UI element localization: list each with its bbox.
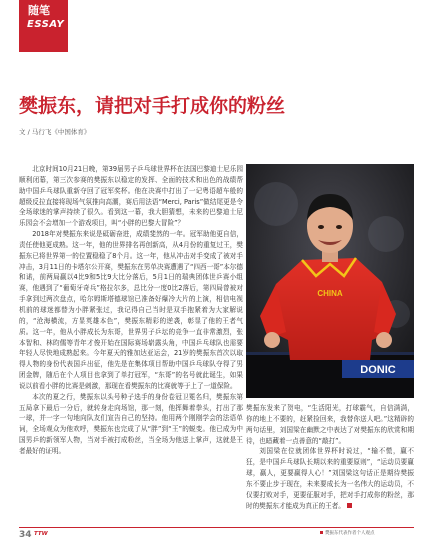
column-tag	[19, 0, 68, 52]
paragraph	[246, 446, 414, 511]
footer-divider	[19, 527, 414, 528]
article-body-left	[19, 164, 243, 457]
board-text: DONIC	[360, 364, 396, 376]
page-number: 34	[19, 530, 32, 540]
brand-logo: TTW	[34, 531, 48, 537]
article-body-right	[246, 403, 414, 511]
photo-caption	[320, 530, 375, 536]
photo-caption-text: 樊振东代表作者个人观点	[325, 531, 375, 536]
end-mark-icon	[347, 503, 352, 508]
paragraph: 北京时间10月21日晚，第39届男子乒乓球世界杯在法国巴黎迪士尼乐园顺利闭幕，第三次参赛的樊振东以稳定的发挥、全面的技术和出色的战绩帮助中国乒乓球队重新夺回了冠军奖杯。他在决赛中打出了一记粤语超车般的超级反拉直接将现场气氛推向高潮，赛后用法语“Merci, Paris”做结尾更是令全场球迷的掌声持续了很久。看到这一幕，我大胆猜想，未来的巴黎迪士尼乐园会不会增加一个游戏项目，叫“小胖的巴黎大冒险”？	[19, 165, 243, 228]
column-tag-en: ESSAY	[27, 19, 65, 30]
player-photo	[246, 164, 414, 398]
column-tag-zh: 随笔	[28, 4, 50, 17]
headline: 樊振东，请把对手打成你的粉丝	[19, 95, 286, 117]
paragraph-text: 刘国梁在位就团体世界杯时说过，“输不慌，赢不狂，是中国乒乓球队长期以来的重要原则”，“运动员要赢球，赢人，更要赢得人心！”刘国梁这句话正是期待樊振东不要止步于现在，未来要成长为一名伟大的运动员，不仅要打败对手，更要征服对手，把对手打成你的粉丝，那时的樊振东才能成为真正的王者。	[246, 447, 414, 510]
player-photo-illustration	[246, 164, 414, 398]
paragraph: 樊振东发来了贺电，“生活阳光，打球霸气，自信满满，你的地上不要的，赶紧捡回来，我替你送人吧。”这精辟的两句话里，刘国梁在幽默之中表达了对樊振东的欣赏和期待，也暗藏着一点善意的“敲打”。	[246, 404, 414, 445]
jersey-text: CHINA	[317, 289, 343, 298]
caption-bullet-icon	[320, 531, 323, 534]
paragraph: 2018年对樊振东来说是砥砺奋进，成绩斐然的一年。冠军助他更自信，责任使他更成熟。这一年，他的世界排名再创新高，从4月份的重复过王，樊振东已将世界第一的位置稳稳了8个月。这一年，他从冲击对手变成了被对手冲击，3月11日的卡塔尔公开赛，樊振东在男单决赛遭遇了“四西一哥”本尔德和诺，前两局赢以4比9和5比9大比分落后，5月1日的瑞典团体世乒赛小组赛，他遇到了“葡萄牙奇兵”格拉尔多，总比分一度0比2落后，第四局曾被对手拿到过两次盘点，哈尔姆斯塔德球馆已准备好爆冷大片的上演，相信电视机前的球迷都替为小胖紧张过，我记得自己当时是双手抱紧着为大家解说的，“沧海横流，方显英雄本色”，樊振东精彩的逆袭，彰显了他的王者气质。这一年，他从小胖成长为东哥，世界男子乒坛的竞争一直非常激烈，张本智和、林昀儒等青年才俊开始在国际赛场崭露头角，中国乒乓球队也需要年轻人尽快地成熟起来。今年夏天的雅加达亚运会，21岁的樊振东首次以取得人物的身份代表国乒出征，他先是在集体项目帮助中国乒乓球队夺得了男团金牌，随后在个人项目也拿到了单打冠军，“东哥”的名号就此诞生，如果说以前看小胖的比赛是刺激，那现在看樊振东的比赛就等于上了一道保险。	[19, 230, 243, 390]
byline: 文 / 马行飞《中国体育》	[19, 128, 91, 136]
paragraph: 本次的夏之行，樊振东以头号种子选手的身份卷冠卫冕名归，樊振东第五局拿下最后一分后，就转身走向场馆，那一刻，他挥舞着拳头，打出了那一球，并一字一句地向队友们宣告自己的坚持。他用两个刚刚学会的法语单词，全场观众为他欢呼，樊振东也完成了从“胖”到“王”的蜕变。他已成为中国男乒的新领军人物，当对手被打成粉丝，当全场为他送上掌声，这就是王者最好的证明。	[19, 392, 243, 455]
